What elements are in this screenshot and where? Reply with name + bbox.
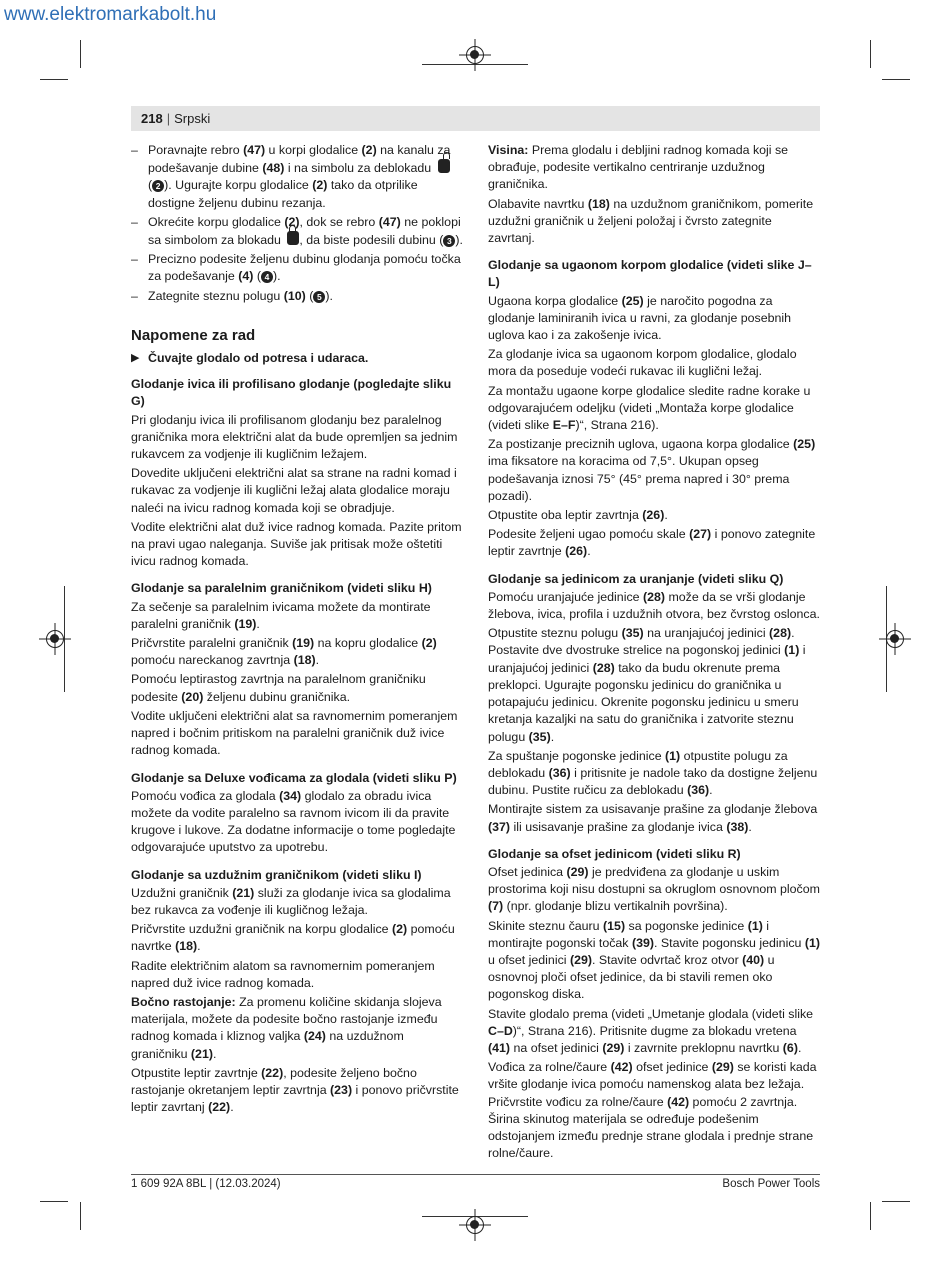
paragraph: Vođica za rolne/čaure (42) ofset jedinice (29) se koristi kada vršite glodanje ivica pomoću namenskog alata bez ležaja. Pričvrstite vođicu za rolne/čaure (42) pomoću 2 zavrtnja. Širina skinutog materijala se određuje podešenim odstojanjem između prednje strane glodala i prednje strane rolne/čaure. xyxy=(488,1060,817,1161)
paragraph: Otpustite steznu polugu (35) na uranjajućoj jedinici (28). Postavite dve dvostruke strelice na pogonskoj jedinici (1) i uranjajućoj jedinici (28) tako da budu okrenute prema preklopci. Ugurajte pogonsku jedinicu do graničnika u potapajuću jedinicu. Okrenite pogonsku jedinicu u smeru kretanja kazaljki na satu do graničnika i zatvorite steznu polugu (35). xyxy=(488,626,806,744)
crop-mark xyxy=(882,1201,910,1202)
paragraph: Dovedite uključeni električni alat sa strane na radni komad i rukavac za vodjenje ili kuglični ležaj alata glodalice moraju naleći na ivicu radnog komada koji se obradjuje. xyxy=(131,466,457,515)
crop-mark xyxy=(40,79,68,80)
list-item: – Precizno podesite željenu dubinu glodanja pomoću točka za podešavanje (4) ( 4 ). xyxy=(131,252,461,284)
crop-mark xyxy=(80,1202,81,1230)
step-number-5-icon: 5 xyxy=(313,291,325,303)
paragraph: Bočno rastojanje: Za promenu količine skidanja slojeva materijala, možete da podesite bočno rastojanje između radnog komada i kliznog valjka (24) na uzdužnom graničniku (21). xyxy=(131,994,442,1061)
paragraph: Pričvrstite paralelni graničnik (19) na kopru glodalice (2) pomoću nareckanog zavrtnja (18). xyxy=(131,636,437,668)
warning-marker-icon: ▶ xyxy=(131,352,140,365)
paragraph: Skinite steznu čauru (15) sa pogonske jedinice (1) i montirajte pogonski točak (39). Stavite pogonsku jedinicu (1) u ofset jedinici (29). Stavite odvrtač kroz otvor (40) u osnovnoj ploči ofset jedinice, da bi stavili remen oko pogonskog diska. xyxy=(488,918,821,1002)
footer-brand: Bosch Power Tools xyxy=(722,1178,820,1190)
crop-mark xyxy=(40,1201,68,1202)
subsection-title: Glodanje sa ofset jedinicom (videti sliku R) xyxy=(488,846,741,861)
list-item: – Poravnajte rebro (47) u korpi glodalice (2) na kanalu za podešavanje dubine (48) i na simbolu za deblokadu ( 2 ). Ugurajte korpu glodalice (2) tako da otprilike dostigne željenu dubinu rezanja. xyxy=(131,143,451,210)
footer-divider xyxy=(131,1174,820,1175)
section-title: Napomene za rad xyxy=(131,326,256,344)
paragraph: Vodite električni alat duž ivice radnog komada. Pazite pritom na pravi ugao naleganja. Suviše jak pritisak može oštetiti ivicu radnog komada. xyxy=(131,519,462,569)
subsection-title: Glodanje sa uzdužnim graničnikom (videti sliku I) xyxy=(131,867,422,882)
paragraph: Visina: Prema glodalu i debljini radnog komada koji se obrađuje, podesite vertikalno centriranje uzdužnog graničnika. xyxy=(488,143,789,192)
registration-mark-icon xyxy=(886,630,904,648)
paragraph: Pomoću uranjajuće jedinice (28) može da se vrši glodanje žlebova, ivica, profila i uzdužnih otvora, bez čvrstog oslonca. xyxy=(488,589,820,622)
list-item: – Zategnite steznu polugu (10) ( 5 ). xyxy=(131,288,333,303)
step-number-3-icon: 3 xyxy=(443,235,455,247)
left-column xyxy=(131,142,463,1118)
page-number: 218 xyxy=(141,111,163,126)
page-header xyxy=(131,106,820,131)
paragraph: Za glodanje ivica sa ugaonom korpom glodalice, glodalo mora da poseduje vodeći rukavac ili kuglični ležaj. xyxy=(488,347,797,379)
header-language: Srpski xyxy=(174,111,211,126)
paragraph: Ofset jedinica (29) je predviđena za glodanje u uskim prostorima koji nisu dostupni sa okruglom osnovnom pločom (7) (npr. glodanje blizu vertikalnih površina). xyxy=(488,864,820,914)
footer-document-code: 1 609 92A 8BL | (12.03.2024) xyxy=(131,1178,281,1190)
paragraph: Montirajte sistem za usisavanje prašine za glodanje žlebova (37) ili usisavanje prašine za glodanje ivica (38). xyxy=(488,802,818,834)
watermark-url[interactable]: www.elektromarkabolt.hu xyxy=(4,4,217,25)
paragraph: Ugaona korpa glodalice (25) je naročito pogodna za glodanje laminiranih ivica u ravni, za glodanje posebnih uglova kao i za zakošenje ivica. xyxy=(488,293,792,343)
paragraph: Za spuštanje pogonske jedinice (1) otpustite polugu za deblokadu (36) i pritisnite je nadole tako da dostigne željenu dubinu. Pustite ručicu za deblokadu (36). xyxy=(488,748,818,798)
crop-mark xyxy=(870,1202,871,1230)
subsection-title: Glodanje sa jedinicom za uranjanje (videti sliku Q) xyxy=(488,571,784,586)
paragraph: Otpustite oba leptir zavrtnja (26). xyxy=(488,508,668,523)
subsection-title: Glodanje sa Deluxe vođicama za glodala (videti sliku P) xyxy=(131,770,457,785)
paragraph: Za montažu ugaone korpe glodalice sledite radne korake u odgovarajućem odeljku (videti „Montaža korpe glodalice (videti slike E–F)“, Strana 216). xyxy=(488,383,811,433)
paragraph: Olabavite navrtku (18) na uzdužnom graničnikom, pomerite uzdužni graničnik u željeni položaj i čvrsto zategnite zavrtanj. xyxy=(488,196,814,246)
paragraph: Pomoću vođica za glodala (34) glodalo za obradu ivica možete da vodite paralelno sa ravnom ivicom ili da pravite krugove i lukove. Za dodatne informacije o tome pogledajte odgovarajuće uputstvo za upotrebu. xyxy=(131,788,456,855)
registration-mark-icon xyxy=(466,46,484,64)
lock-icon xyxy=(287,231,299,245)
warning-note: ▶ Čuvajte glodalo od potresa i udaraca. xyxy=(131,350,463,367)
paragraph: Za postizanje preciznih uglova, ugaona korpa glodalice (25) ima fiksatore na koracima od 7,5°. Ukupan opseg podešavanja iznosi 75° (45° prema napred i 30° prema pozadi). xyxy=(488,437,816,503)
paragraph: Uzdužni graničnik (21) služi za glodanje ivica sa glodalima bez rukavca za vođenje ili kugličnog ležaja. xyxy=(131,885,451,917)
paragraph: Podesite željeni ugao pomoću skale (27) i ponovo zategnite leptir zavrtnje (26). xyxy=(488,527,816,559)
subsection-title: Glodanje ivica ili profilisano glodanje (pogledajte sliku G) xyxy=(131,377,452,409)
step-number-4-icon: 4 xyxy=(261,271,273,283)
subsection-title: Glodanje sa paralelnim graničnikom (videti sliku H) xyxy=(131,581,432,596)
registration-mark-icon xyxy=(46,630,64,648)
crop-mark xyxy=(882,79,910,80)
list-item: – Okrećite korpu glodalice (2), dok se rebro (47) ne poklopi sa simbolom za blokadu , da biste podesili dubinu ( 3 ). xyxy=(131,214,463,248)
subsection-title: Glodanje sa ugaonom korpom glodalice (videti slike J–L) xyxy=(488,258,812,290)
paragraph: Otpustite leptir zavrtnje (22), podesite željeno bočno rastojanje okretanjem leptir zavrtnja (23) i ponovo pričvrstite leptir zavrtanj (22). xyxy=(131,1065,459,1115)
crop-mark xyxy=(80,40,81,68)
paragraph: Stavite glodalo prema (videti „Umetanje glodala (videti slike C–D)“, Strana 216). Pritisnite dugme za blokadu vretena (41) na ofset jedinici (29) i zavrnite preklopnu navrtku (6). xyxy=(488,1006,814,1055)
registration-mark-icon xyxy=(466,1216,484,1234)
paragraph: Radite električnim alatom sa ravnomernim pomeranjem napred duž ivice radnog komada. xyxy=(131,958,435,990)
paragraph: Pomoću leptirastog zavrtnja na paralelnom graničniku podesite (20) željenu dubinu graničnika. xyxy=(131,672,426,704)
crop-mark xyxy=(870,40,871,68)
paragraph: Pri glodanju ivica ili profilisanom glodanju bez paralelnog graničnika mora električni alat da bude opremljen sa jednim rukavcem za vodjenje ili kugličnim ležajem. xyxy=(131,412,458,462)
paragraph: Vodite uključeni električni alat sa ravnomernim pomeranjem napred i bočnim pritiskom na paralelni graničnik duž ivice radnog komada. xyxy=(131,708,458,758)
unlock-icon xyxy=(438,159,450,173)
step-number-2-icon: 2 xyxy=(152,180,164,192)
right-column xyxy=(488,142,820,1164)
paragraph: Za sečenje sa paralelnim ivicama možete da montirate paralelni graničnik (19). xyxy=(131,599,431,631)
header-separator: | xyxy=(166,111,171,126)
paragraph: Pričvrstite uzdužni graničnik na korpu glodalice (2) pomoću navrtke (18). xyxy=(131,922,455,954)
